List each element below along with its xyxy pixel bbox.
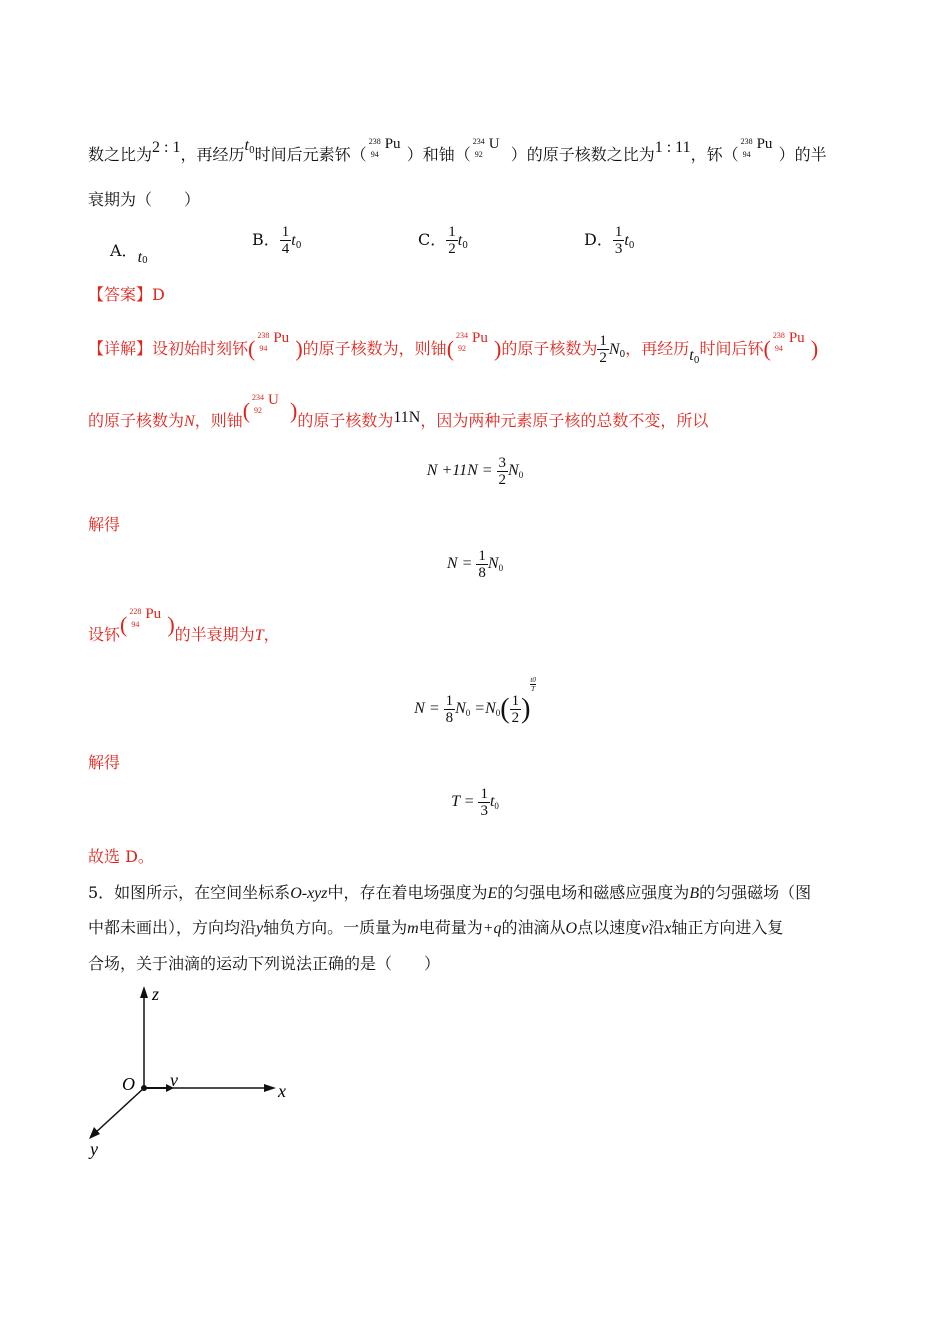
option-b[interactable]: B． $\frac{1}{4}$ $t_0$ [252,224,302,257]
origin-label: O [122,1074,135,1094]
option-a[interactable]: A．$t_0$ [110,241,148,266]
u-isotope: 234 92 U [472,136,500,159]
origin-point [141,1085,147,1091]
x-arrowhead [264,1084,276,1092]
coordinate-diagram [80,980,310,1160]
detail-line-2: 的原子核数为N，则铀( 234 92 U )的原子核数为11N，因为两种元素原子核的总数不变，所以 [88,392,709,430]
v-label: v [170,1070,178,1090]
equation-4: T = $\frac{1}{3}$ $t_0$ [451,786,499,819]
equation-1: N +11N = $\frac{3}{2}$ $N_0$ [426,455,524,488]
detail-line-1: 【详解】设初始时刻钚( 238 94 Pu )的原子核数为，则铀( 234 92 Pu )的原子核数为 $\frac{1}{2}$ $N_0$，再经历$t_0$时间后钚( 238 94 Pu ) [88,330,819,366]
conclusion: 故选 D。 [88,847,154,866]
pu-isotope: 238 94 Pu [257,330,290,353]
z-arrowhead [140,986,148,998]
pu-isotope: 238 94 Pu [368,136,401,159]
answer-label: 【答案】D [88,285,165,304]
pu-isotope: 238 94 Pu [740,136,773,159]
q5-line-3: 合场，关于油滴的运动下列说法正确的是（ ） [88,954,441,973]
q5-line-1: 5．如图所示，在空间坐标系O-xyz中，存在着电场强度为E的匀强电场和磁感应强度为B的匀强磁场（图 [88,883,812,902]
option-c[interactable]: C． $\frac{1}{2}$ $t_0$ [418,224,468,257]
solve-label-1: 解得 [88,515,121,534]
exponent: $\frac{t0}{T}$ [530,676,536,693]
y-axis [94,1088,144,1134]
equation-2: N = $\frac{1}{8}$ $N_0$ [446,548,504,581]
option-d[interactable]: D． $\frac{1}{3}$ $t_0$ [584,224,635,257]
detail-line-3: 设钚( 228 94 Pu )的半衰期为T， [88,606,280,644]
equation-3: N = $\frac{1}{8}$ $N_0 =N_0$( $\frac{1}{2}$ ) $\frac{t0}{T}$ [414,676,536,726]
q4-line-2: 衰期为（ ） [88,190,201,209]
pu228-isotope: 228 94 Pu [129,606,162,629]
pu-isotope: 238 94 Pu [772,330,805,353]
z-label: z [152,984,160,1004]
y-label: y [90,1139,98,1159]
q5-line-2: 中都未画出），方向均沿y轴负方向。一质量为m电荷量为+q的油滴从O点以速度v沿x轴正方向进入复 [88,918,784,937]
q4-line-1: 数之比为2 : 1，再经历$t_0$时间后元素钚（ 238 94 Pu ）和铀（ 234 92 U ）的原子核数之比为1 : 11，钚（ 238 94 Pu ）的半 [88,136,827,164]
y-arrowhead [89,1127,100,1139]
x-label: x [278,1081,286,1101]
u-isotope: 234 92 U [252,392,279,415]
u-isotope: 234 92 Pu [456,330,488,353]
solve-label-2: 解得 [88,753,121,772]
